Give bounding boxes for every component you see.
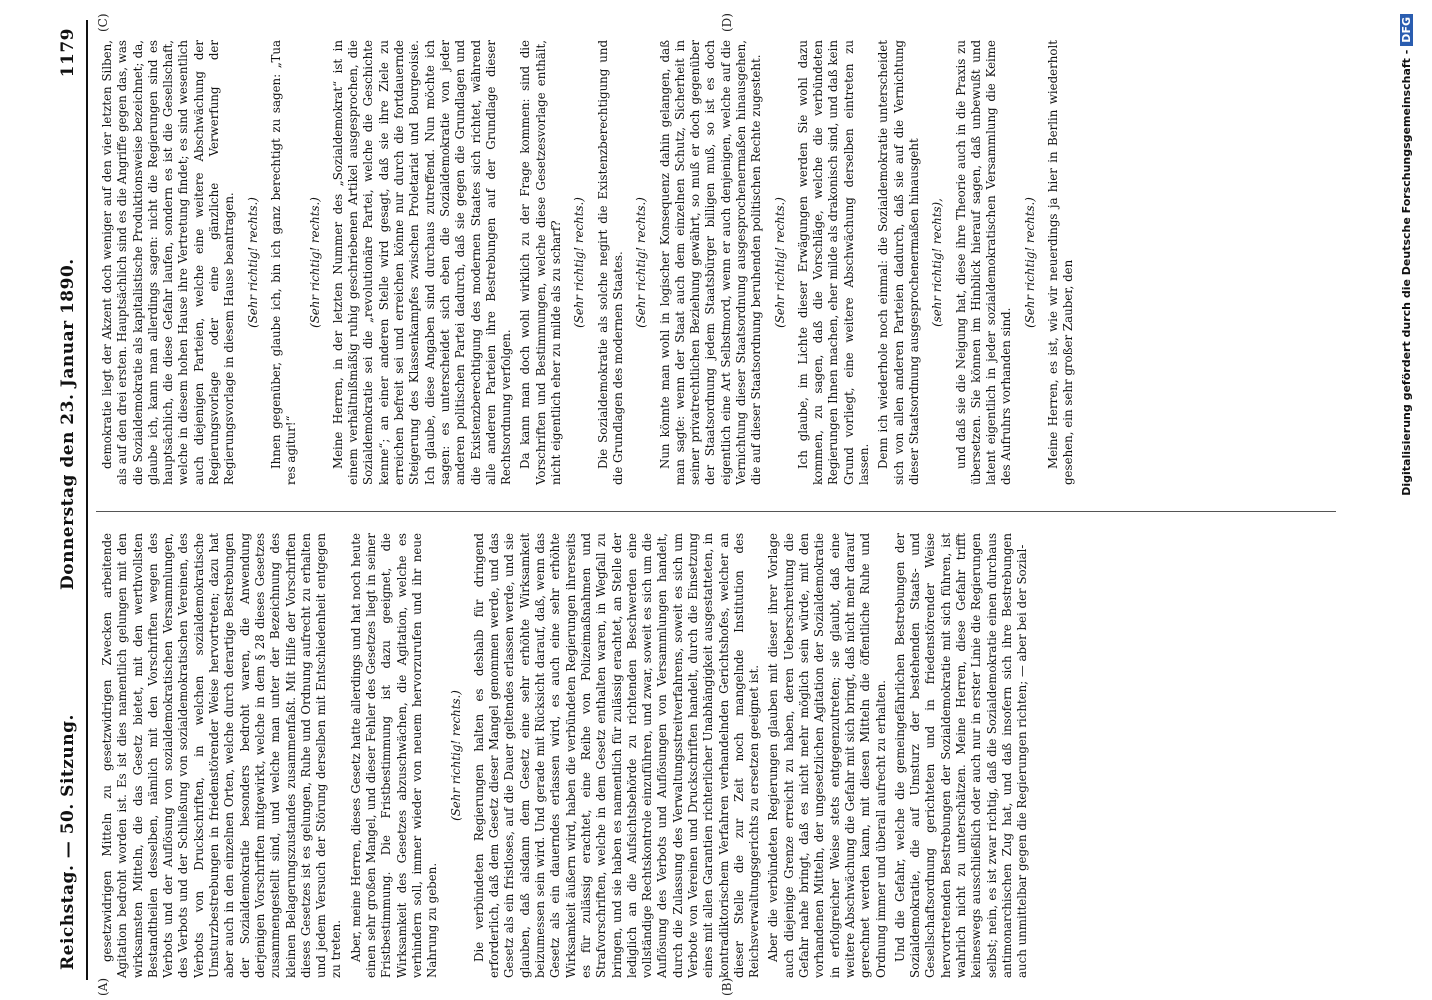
column-divider [96, 511, 1336, 512]
interjection: (Sehr richtig! rechts.) [245, 197, 260, 328]
marker-b: (B) [720, 977, 734, 996]
paragraph: demokratie liegt der Akzent doch weniger auf den vier letzten Silben, als auf den drei ersten. Hauptsächlich sind es die Angriffe gegen das, was die Sozialdemokratie als kapitalistische Produktionsweise bezeichnet; da, glaube ich, kann man allerdings sagen: nicht die Regierungen sind es hauptsächlich, die diese Gefahr laufen, sondern es ist die Gesellschaft, welche in diesem hohen Hause ihre Vertretung findet; es sind wesentlich auch diejenigen Parteien, welche eine weitere Abschwächung der Regierungsvorlage oder eine gänzliche Verwerfung der Regierungsvorlage in diesem Hause beantragen. [100, 40, 237, 485]
left-column [100, 533, 1360, 978]
interjection: (Sehr richtig! rechts.) [307, 197, 322, 328]
paragraph: Aber, meine Herren, dieses Gesetz hatte allerdings und hat noch heute einen sehr großen Mangel, und dieser Fehler des Gesetzes liegt in seiner Fristbestimmung. Die Fristbestimmung ist dazu geeignet, die Wirksamkeit des Gesetzes abzuschwächen, die Agitation, welche es verhindern soll, immer wieder von neuem hervorzurufen und ihr neue Nahrung zu geben. [348, 533, 440, 978]
interjection: (Sehr richtig! rechts.) [634, 197, 649, 328]
page-header [52, 20, 88, 980]
paragraph: Und die Gefahr, welche die gemeingefährlichen Bestrebungen der Sozialdemokratie, die auf Umsturz der bestehenden Staats- und Gesellschaftsordnung gerichteten und in friedenstörender Weise hervortretenden Bestrebungen der Sozialdemokratie mit sich führen, ist wahrlich nicht zu unterschätzen. Meine Herren, diese Gefahr trifft keineswegs ausschließlich oder auch nur in erster Linie die Regierungen selbst; nein, es ist zwar richtig, daß die Sozialdemokratie einen durchaus antimonarchischen Zug hat, und daß insofern sich ihre Bestrebungen auch unmittelbar gegen die Regierungen richten; — aber bei der Sozial- [892, 533, 1030, 978]
header-page-number: 1179 [58, 28, 78, 78]
marker-a: (A) [96, 977, 110, 996]
paragraph: Meine Herren, in der letzten Nummer des „Sozialdemokrat“ ist in einem verhältnißmäßig ruhig geschriebenen Artikel ausgesprochen, die Sozialdemokratie sei die „revolutionäre Partei, welche die Geschichte kenne“; an einer anderen Stelle wird gesagt, daß sie ihre Ziele zu erreichen befreit sei und erreichen könne nur durch die fortdauernde Steigerung des Klassenkampfes zwischen Proletariat und Bourgeoisie. Ich glaube, diese Angaben sind durchaus zutreffend. Nun möchte ich sagen: es unterscheidet sich eben die Sozialdemokratie von jeder anderen politischen Partei dadurch, daß sie gegen die Grundlagen und die Existenzberechtigung des modernen Staates sich richtet, während alle anderen Parteien ihre Bestrebungen auf der Grundlage dieser Rechtsordnung verfolgen. [330, 40, 514, 485]
paragraph: Meine Herren, es ist, wie wir neuerdings ja hier in Berlin wiederholt gesehen, ein sehr großer Zauber, den [1046, 40, 1076, 485]
header-session: Reichstag. — 50. Sitzung. [58, 714, 78, 970]
paragraph: Da kann man doch wohl wirklich zu der Frage kommen: sind die Vorschriften und Bestimmungen, welche diese Gesetzesvorlage enthält, nicht eigentlich eher zu milde als zu scharf? [518, 40, 564, 485]
interjection: (Sehr richtig! rechts.) [1022, 197, 1037, 328]
paragraph: gesetzwidrigen Mitteln zu gesetzwidrigen Zwecken arbeitende Agitation bedroht worden ist. Es ist dies namentlich gelungen mit den wirksamsten Mitteln, die das Gesetz bietet, mit den werthvollsten Bestandtheilen desselben, nämlich mit den Vorschriften wegen des Verbots und der Auflösung von sozialdemokratischen Versammlungen, des Verbots und der Schließung von sozialdemokratischen Vereinen, des Verbots von Druckschriften, in welchen sozialdemokratische Umsturzbestrebungen in friedenstörender Weise hervortreten; dazu hat aber auch in den einzelnen Orten, welche durch derartige Bestrebungen der Sozialdemokratie besonders bedroht waren, die Anwendung derjenigen Vorschriften mitgewirkt, welche in dem § 28 dieses Gesetzes zusammengestellt sind, und welche man unter der Bezeichnung des kleinen Belagerungszustandes zusammenfaßt. Mit Hilfe der Vorschriften dieses Gesetzes ist es gelungen, Ruhe und Ordnung aufrecht zu erhalten und jedem Versuch der Störung derselben mit Entschiedenheit entgegen zu treten. [100, 533, 344, 978]
interjection: (sehr richtig! rechts), [930, 198, 945, 327]
dfg-logo: DFG [1400, 14, 1413, 46]
interjection: (Sehr richtig! rechts.) [448, 690, 463, 821]
header-date: Donnerstag den 23. Januar 1890. [58, 258, 78, 590]
right-column [100, 40, 1360, 485]
interjection: (Sehr richtig! rechts.) [772, 197, 787, 328]
paragraph: Die Sozialdemokratie als solche negirt die Existenzberechtigung und die Grundlagen des modernen Staates. [595, 40, 625, 485]
paragraph: Aber die verbündeten Regierungen glauben mit dieser ihrer Vorlage auch diejenige Grenze erreicht zu haben, deren Ueberschreitung die Gefahr nahe bringt, daß es nicht mehr möglich sein würde, mit den vorhandenen Mitteln, der ungesetzlichen Agitation der Sozialdemokratie in erfolgreicher Weise stets entgegenzutreten; sie glaubt, daß eine weitere Abschwächung die Gefahr mit sich bringt, daß nicht mehr darauf gerechnet werden kann, mit diesen Mitteln die öffentliche Ruhe und Ordnung immer und überall aufrecht zu erhalten. [766, 533, 888, 978]
paragraph: und daß sie die Neigung hat, diese ihre Theorie auch in die Praxis zu übersetzen. Sie können im Hinblick hierauf sagen, daß unbewußt und latent eigentlich in jeder sozialdemokratischen Versammlung die Keime des Aufruhrs vorhanden sind. [953, 40, 1014, 485]
marker-d: (D) [720, 13, 734, 32]
paragraph: Die verbündeten Regierungen halten es deshalb für dringend erforderlich, daß dem Gesetz dieser Mangel genommen werde, und das Gesetz als ein fristloses, auf die Dauer geltendes erlassen werde, und sie glauben, daß alsdann dem Gesetz eine sehr erhöhte Wirksamkeit beizumessen sein wird. Und gerade mit Rücksicht darauf, daß, wenn das Gesetz als ein dauerndes erlassen wird, es auch eine sehr erhöhte Wirksamkeit äußern wird, haben die verbündeten Regierungen ihrerseits es für zulässig erachtet, eine Reihe von Polizeimaßnahmen und Strafvorschriften, welche in dem Gesetz enthalten waren, in Wegfall zu bringen, und sie haben es namentlich für zulässig erachtet, an Stelle der lediglich an die Aufsichtsbehörde zu richtenden Beschwerden eine vollständige Rechtskontrole einzuführen, und zwar, soweit es sich um die Auflösung des Verbots und Auflösungen von Versammlungen handelt, durch die Zulassung des Verwaltungsstreitverfahrens, soweit es sich um Verbote von Vereinen und Druckschriften handelt, durch die Einsetzung eines mit allen Garantien richterlicher Unabhängigkeit ausgestatteten, in kontradiktorischem Verfahren verhandelnden Gerichtshofes, welcher an dieser Stelle die zur Zeit noch mangelnde Institution des Reichsverwaltungsgerichts zu ersetzen geeignet ist. [471, 533, 762, 978]
footer-text: Digitalisierung gefördert durch die Deutsche Forschungsgemeinschaft - [1400, 49, 1413, 496]
digitization-footer [1400, 0, 1428, 1000]
paragraph: Ihnen gegenüber, glaube ich, bin ich ganz berechtigt zu sagen: „Tua res agitur!“ [268, 40, 299, 485]
marker-c: (C) [96, 13, 110, 32]
interjection: (Sehr richtig! rechts.) [572, 197, 587, 328]
paragraph: Ich glaube, im Lichte dieser Erwägungen werden Sie wohl dazu kommen, zu sagen, daß die Vorschläge, welche die verbündeten Regierungen Ihnen machen, eher milde als drakonisch sind, und daß kein Grund vorliegt, eine weitere Abschwächung derselben eintreten zu lassen. [795, 40, 872, 485]
paragraph: Denn ich wiederhole noch einmal: die Sozialdemokratie unterscheidet sich von allen anderen Parteien dadurch, daß sie auf die Vernichtung dieser Staatsordnung ausgesprochenermaßen hinausgeht [876, 40, 921, 485]
paragraph: Nun könnte man wohl in logischer Konsequenz dahin gelangen, daß man sagte: wenn der Staat auch dem einzelnen Schutz, Sicherheit in seiner privatrechtlichen Beziehung gewährt, so muß er doch gegenüber der Staatsordnung jedem Staatsbürger billigen muß, so ist es doch eigentlich eine Art Selbstmord, wenn er auch denjenigen, welche auf die Vernichtung dieser Staatsordnung ausgesprochenermaßen hinausgehen, die auf dieser Staatsordnung beruhenden politischen Rechte zugesteht. [657, 40, 764, 485]
